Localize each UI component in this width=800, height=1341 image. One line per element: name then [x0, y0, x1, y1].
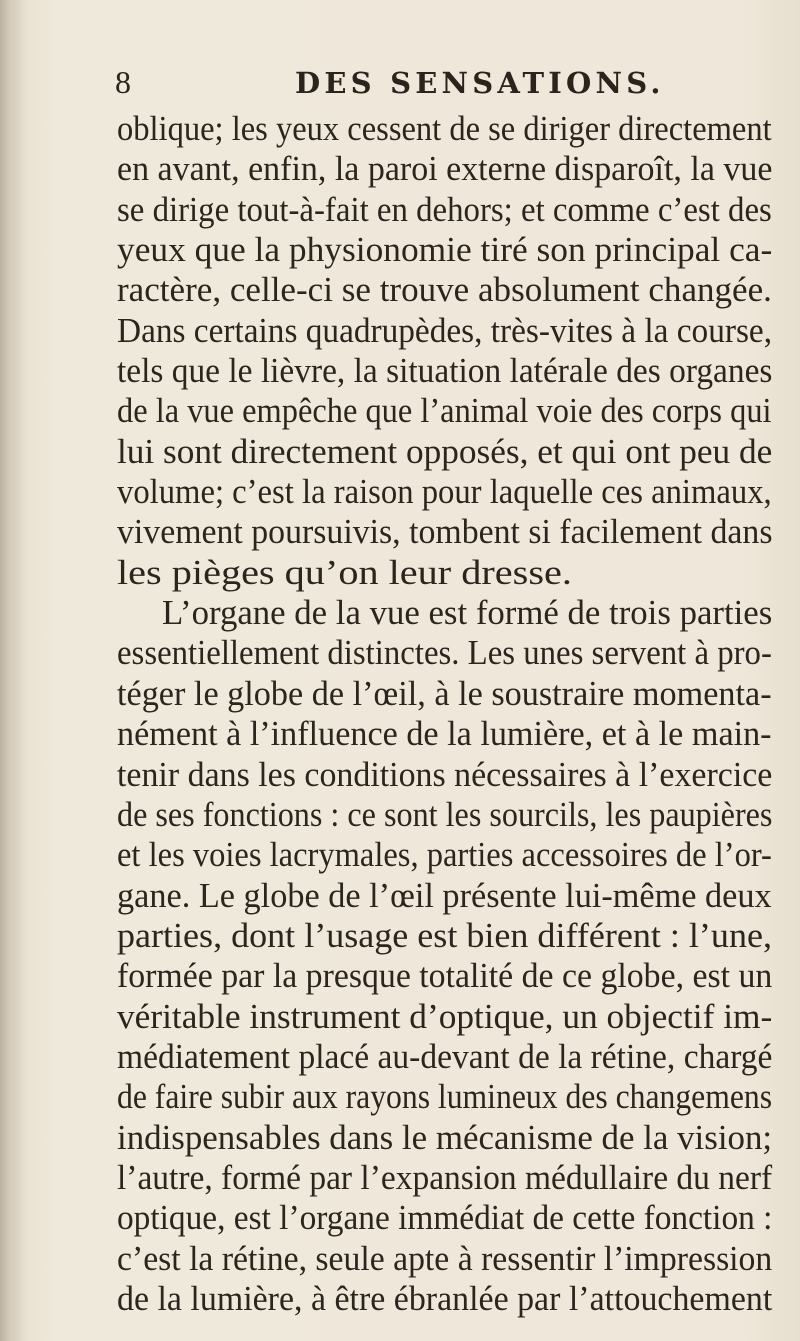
text-line-3: se dirige tout-à-fait en dehors; et comme c’est des — [117, 189, 772, 229]
text-line-8: de la vue empêche que l’animal voie des corps qui — [117, 391, 772, 431]
text-line-13: L’organe de la vue est formé de trois parties — [162, 593, 773, 633]
text-line-21: parties, dont l’usage est bien différent : l’une, — [117, 915, 772, 955]
text-line-18: de ses fonctions : ce sont les sourcils, les paupières — [117, 794, 773, 834]
text-line-15: téger le globe de l’œil, à le soustraire momenta- — [117, 673, 772, 713]
text-line-30: de la lumière, à être ébranlée par l’attouchement — [117, 1279, 773, 1318]
text-line-7: tels que le lièvre, la situation latérale des organes — [117, 351, 773, 391]
text-line-1: oblique; les yeux cessent de se diriger directement — [117, 109, 772, 148]
text-line-14: essentiellement distinctes. Les unes servent à pro- — [117, 633, 772, 673]
text-line-22: formée par la presque totalité de ce globe, est un — [117, 956, 773, 996]
text-line-11: vivement poursuivis, tombent si facilement dans — [117, 512, 773, 552]
text-line-16: nément à l’influence de la lumière, et à le main- — [117, 714, 772, 754]
text-line-19: et les voies lacrymales, parties accessoires de l’or- — [117, 835, 772, 875]
text-line-28: optique, est l’organe immédiat de cette fonction : — [117, 1198, 773, 1238]
running-head: DES SENSATIONS. — [295, 66, 665, 100]
text-line-10: volume; c’est la raison pour laquelle ces animaux, — [117, 472, 772, 512]
text-line-26: indispensables dans le mécanisme de la vision; — [117, 1117, 773, 1157]
text-line-5: ractère, celle-ci se trouve absolument changée. — [117, 270, 772, 310]
text-line-25: de faire subir aux rayons lumineux des changemens — [117, 1077, 773, 1117]
text-line-17: tenir dans les conditions nécessaires à l’exercice — [117, 754, 773, 794]
text-line-9: lui sont directement opposés, et qui ont peu de — [117, 431, 773, 471]
text-line-12: les pièges qu’on leur dresse. — [117, 552, 572, 592]
text-line-20: gane. Le globe de l’œil présente lui-même deux — [117, 875, 772, 915]
text-line-2: en avant, enfin, la paroi externe disparoît, la vue — [117, 149, 773, 189]
text-line-29: c’est la rétine, seule apte à ressentir l’impression — [117, 1238, 773, 1278]
text-line-6: Dans certains quadrupèdes, très-vites à la course, — [117, 310, 773, 350]
text-line-24: médiatement placé au-devant de la rétine, chargé — [117, 1036, 773, 1076]
text-line-27: l’autre, formé par l’expansion médullaire du nerf — [117, 1157, 773, 1197]
text-line-23: véritable instrument d’optique, un objectif im- — [117, 996, 773, 1036]
text-line-4: yeux que la physionomie tiré son principal ca- — [117, 230, 773, 270]
page-number: 8 — [115, 64, 131, 100]
